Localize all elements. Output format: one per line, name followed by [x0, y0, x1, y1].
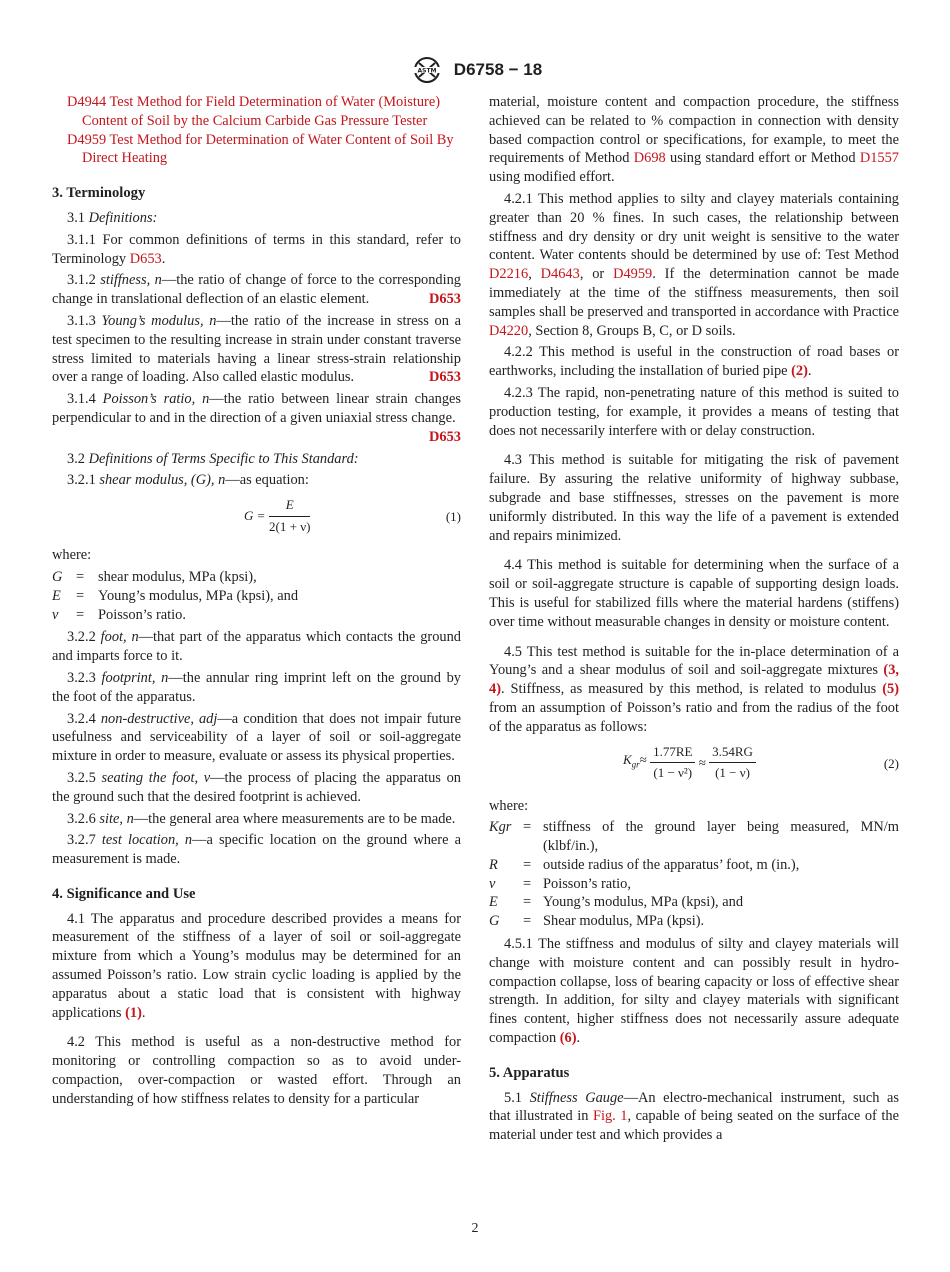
page-header — [0, 56, 950, 84]
figure-link[interactable]: Fig. 1 — [592, 1108, 628, 1125]
ref-link[interactable]: D4959 — [613, 266, 653, 283]
paragraph-3-2-2: 3.2.2 foot, n—that part of the apparatus which contacts the ground and imparts force to it. — [52, 629, 462, 665]
citation-link[interactable]: (1) — [125, 1004, 142, 1021]
equation-number: (2) — [883, 755, 899, 771]
source-d653[interactable]: D653 — [429, 428, 461, 445]
astm-logo-icon — [408, 56, 446, 84]
paragraph-3-2-5: 3.2.5 seating the foot, v—the process of placing the apparatus on the ground such that the desired footprint is achieved. — [52, 769, 461, 805]
ref-link[interactable]: D653 — [129, 250, 162, 267]
equation-1: G = $\frac{E}{2(1 + \nu)}$ (1) — [244, 497, 461, 534]
ref-link[interactable]: D1557 — [859, 150, 899, 167]
where-label: where: — [52, 547, 92, 564]
paragraph-5-1: 5.1 Stiffness Gauge—An electro-mechanical instrument, such as that illustrated in Fig. 1, capable of being seated on the surface of the material under test and which provides a — [489, 1089, 900, 1144]
paragraph-3-2-7: 3.2.7 test location, n—a specific location on the ground where a measurement is made. — [52, 832, 461, 868]
citation-link[interactable]: (3, 4) — [489, 662, 899, 698]
where-list-1 — [52, 568, 461, 624]
paragraph-3-2-3: 3.2.3 footprint, n—the annular ring imprint left on the ground by the foot of the apparatus. — [52, 669, 461, 705]
ref-link[interactable]: D2216 — [489, 266, 529, 283]
paragraph-4-2-continued: material, moisture content and compaction procedure, the stiffness achieved can be related to % compaction in connection with density based compaction control or specifications, for example, to meet the requirements of Method D698 using standard effort or Method D1557 using modified effort. — [489, 94, 899, 186]
paragraph-3-1-2: 3.1.2 stiffness, n—the ratio of change of force to the corresponding change in translational deflection of an elastic element. D653 — [52, 272, 461, 308]
paragraph-4-3: 4.3 This method is suitable for mitigating the risk of pavement failure. By assuring the relative uniformity of highway subbase, subgrade and base stiffnesses, stresses on the pavement is more uniformly distributed. In this way the life of a pavement is extended and repairs minimized. — [489, 452, 899, 544]
paragraph-4-2-3: 4.2.3 The rapid, non-penetrating nature of this method is suited to production testing, for example, it provides a means of testing that does not necessarily interfere with or delay construction. — [489, 384, 899, 439]
ref-link[interactable]: D698 — [633, 150, 666, 167]
citation-link[interactable]: (5) — [882, 681, 899, 698]
svg-text:ASTM: ASTM — [417, 67, 437, 75]
paragraph-4-5-1: 4.5.1 The stiffness and modulus of silty and clayey materials will change with moisture content and can possibly result in hydro-compaction collapse, loss of bearing capacity or loss of effective shear strength. In addition, for silty and clayey materials with significant fines content, higher stiffness does not necessarily assure adequate compaction (6). — [489, 936, 899, 1047]
ref-link[interactable]: D4944 — [67, 94, 107, 110]
section-5-heading: 5. Apparatus — [489, 1064, 570, 1081]
paragraph-3-2-1: 3.2.1 shear modulus, (G), n—as equation: — [67, 472, 309, 489]
paragraph-4-2-2: 4.2.2 This method is useful in the construction of road bases or earthworks, including the installation of buried pipe (2). — [489, 344, 899, 380]
ref-link[interactable]: D4959 — [67, 131, 107, 148]
where-item: ν = Poisson’s ratio. — [52, 606, 186, 623]
paragraph-4-2: 4.2 This method is useful as a non-destructive method for monitoring or controlling compaction so as to avoid under-compaction, over-compaction or wasted effort. Through an understanding of how stiffness relates to density for a particular — [52, 1034, 461, 1107]
section-3-heading: 3. Terminology — [52, 185, 146, 202]
where-item: G = Shear modulus, MPa (kpsi). — [489, 913, 705, 930]
paragraph-4-2-1: 4.2.1 This method applies to silty and clayey materials containing greater than 20 % fines. In such cases, the relationship between stiffness and dry density or dry unit weight is sensitive to the water content. Water contents should be determined by use of: Test Method D2216, D4643, or D4959. If the determination cannot be made immediately at the time of the stiffness measurements, then soil samples shall be preserved and transported in accordance with Practice D4220, Section 8, Groups B, C, or D soils. — [489, 190, 900, 339]
citation-link[interactable]: (6) — [559, 1030, 577, 1047]
left-column — [52, 93, 461, 1112]
where-item: ν = Poisson’s ratio, — [489, 875, 631, 892]
reference-d4959: D4959 Test Method for Determination of Water Content of Soil By Direct Heating — [67, 131, 454, 167]
source-d653[interactable]: D653 — [429, 369, 461, 386]
paragraph-3-1-3: 3.1.3 Young’s modulus, n—the ratio of the increase in stress on a test specimen to the resulting increase in strain under constant traverse stress limited to materials having a linear stress-strain relationship over a range of loading. Also called elastic modulus. D653 — [52, 312, 461, 386]
paragraph-3-1: 3.1 Definitions: — [67, 209, 158, 226]
document-designation: D6758 − 18 — [453, 60, 543, 79]
where-label: where: — [489, 797, 529, 814]
right-column — [489, 93, 899, 1148]
page-number: 2 — [471, 1221, 479, 1236]
where-item: R = outside radius of the apparatus’ foot, m (in.), — [489, 856, 800, 873]
paragraph-4-5: 4.5 This test method is suitable for the in-place determination of a Young’s and a shear modulus of soil and soil-aggregate mixtures (3, 4). Stiffness, as measured by this method, is related to modulus (5) from an assumption of Poisson’s ratio and from the radius of the foot of the apparatus as follows: — [489, 643, 899, 735]
paragraph-4-1: 4.1 The apparatus and procedure described provides a means for measurement of the stiffness of a layer of soil or soil-aggregate mixture from which a Young’s modulus may be determined for an assumed Poisson’s ratio. Low strain cyclic loading is applied by the apparatus about a static load that is consistent with highway applications (1). — [52, 910, 461, 1021]
equation-2: $K_{gr}\approx$ $\frac{1.77RE}{\text{(1 − ν²)}}$ ≈ $\frac{3.54RG}{(1 - \nu)}$ (2) — [623, 743, 899, 781]
paragraph-3-2-4: 3.2.4 non-destructive, adj—a condition that does not impair future usefulness and serviceability of a layer of soil or soil-aggregate mixture in order to measure, evaluate or assess its physical properties. — [52, 710, 461, 765]
section-4-heading: 4. Significance and Use — [52, 885, 196, 902]
ref-link[interactable]: D4643 — [540, 266, 580, 283]
reference-d4944: D4944 Test Method for Field Determination of Water (Moisture) Content of Soil by the Calcium Carbide Gas Pressure Tester — [67, 94, 440, 129]
paragraph-3-2: 3.2 Definitions of Terms Specific to This Standard: — [67, 450, 359, 467]
citation-link[interactable]: (2) — [791, 363, 808, 380]
where-item: G = shear modulus, MPa (kpsi), — [52, 568, 257, 585]
paragraph-3-2-6: 3.2.6 site, n—the general area where measurements are to be made. — [67, 810, 456, 827]
source-d653[interactable]: D653 — [429, 291, 461, 308]
where-list-2 — [489, 818, 899, 931]
where-item: E = Young’s modulus, MPa (kpsi), and — [489, 894, 744, 911]
paragraph-3-1-4: 3.1.4 Poisson’s ratio, n—the ratio between linear strain changes perpendicular to and in the direction of a given uniaxial stress change. D653 — [52, 391, 461, 445]
where-item: Kgr = stiffness of the ground layer being measured, MN/m (klbf/in.), — [489, 819, 899, 855]
paragraph-3-1-1: 3.1.1 For common definitions of terms in this standard, refer to Terminology D653. — [52, 231, 461, 267]
paragraph-4-4: 4.4 This method is suitable for determining when the surface of a soil or soil-aggregate structure is capable of supporting design loads. This is useful for stabilized fills where the material hardens (stiffens) over time without measurable changes in density or moisture content. — [489, 557, 899, 630]
ref-link[interactable]: D4220 — [489, 322, 529, 339]
equation-number: (1) — [445, 509, 461, 525]
where-item: E = Young’s modulus, MPa (kpsi), and — [52, 587, 299, 604]
